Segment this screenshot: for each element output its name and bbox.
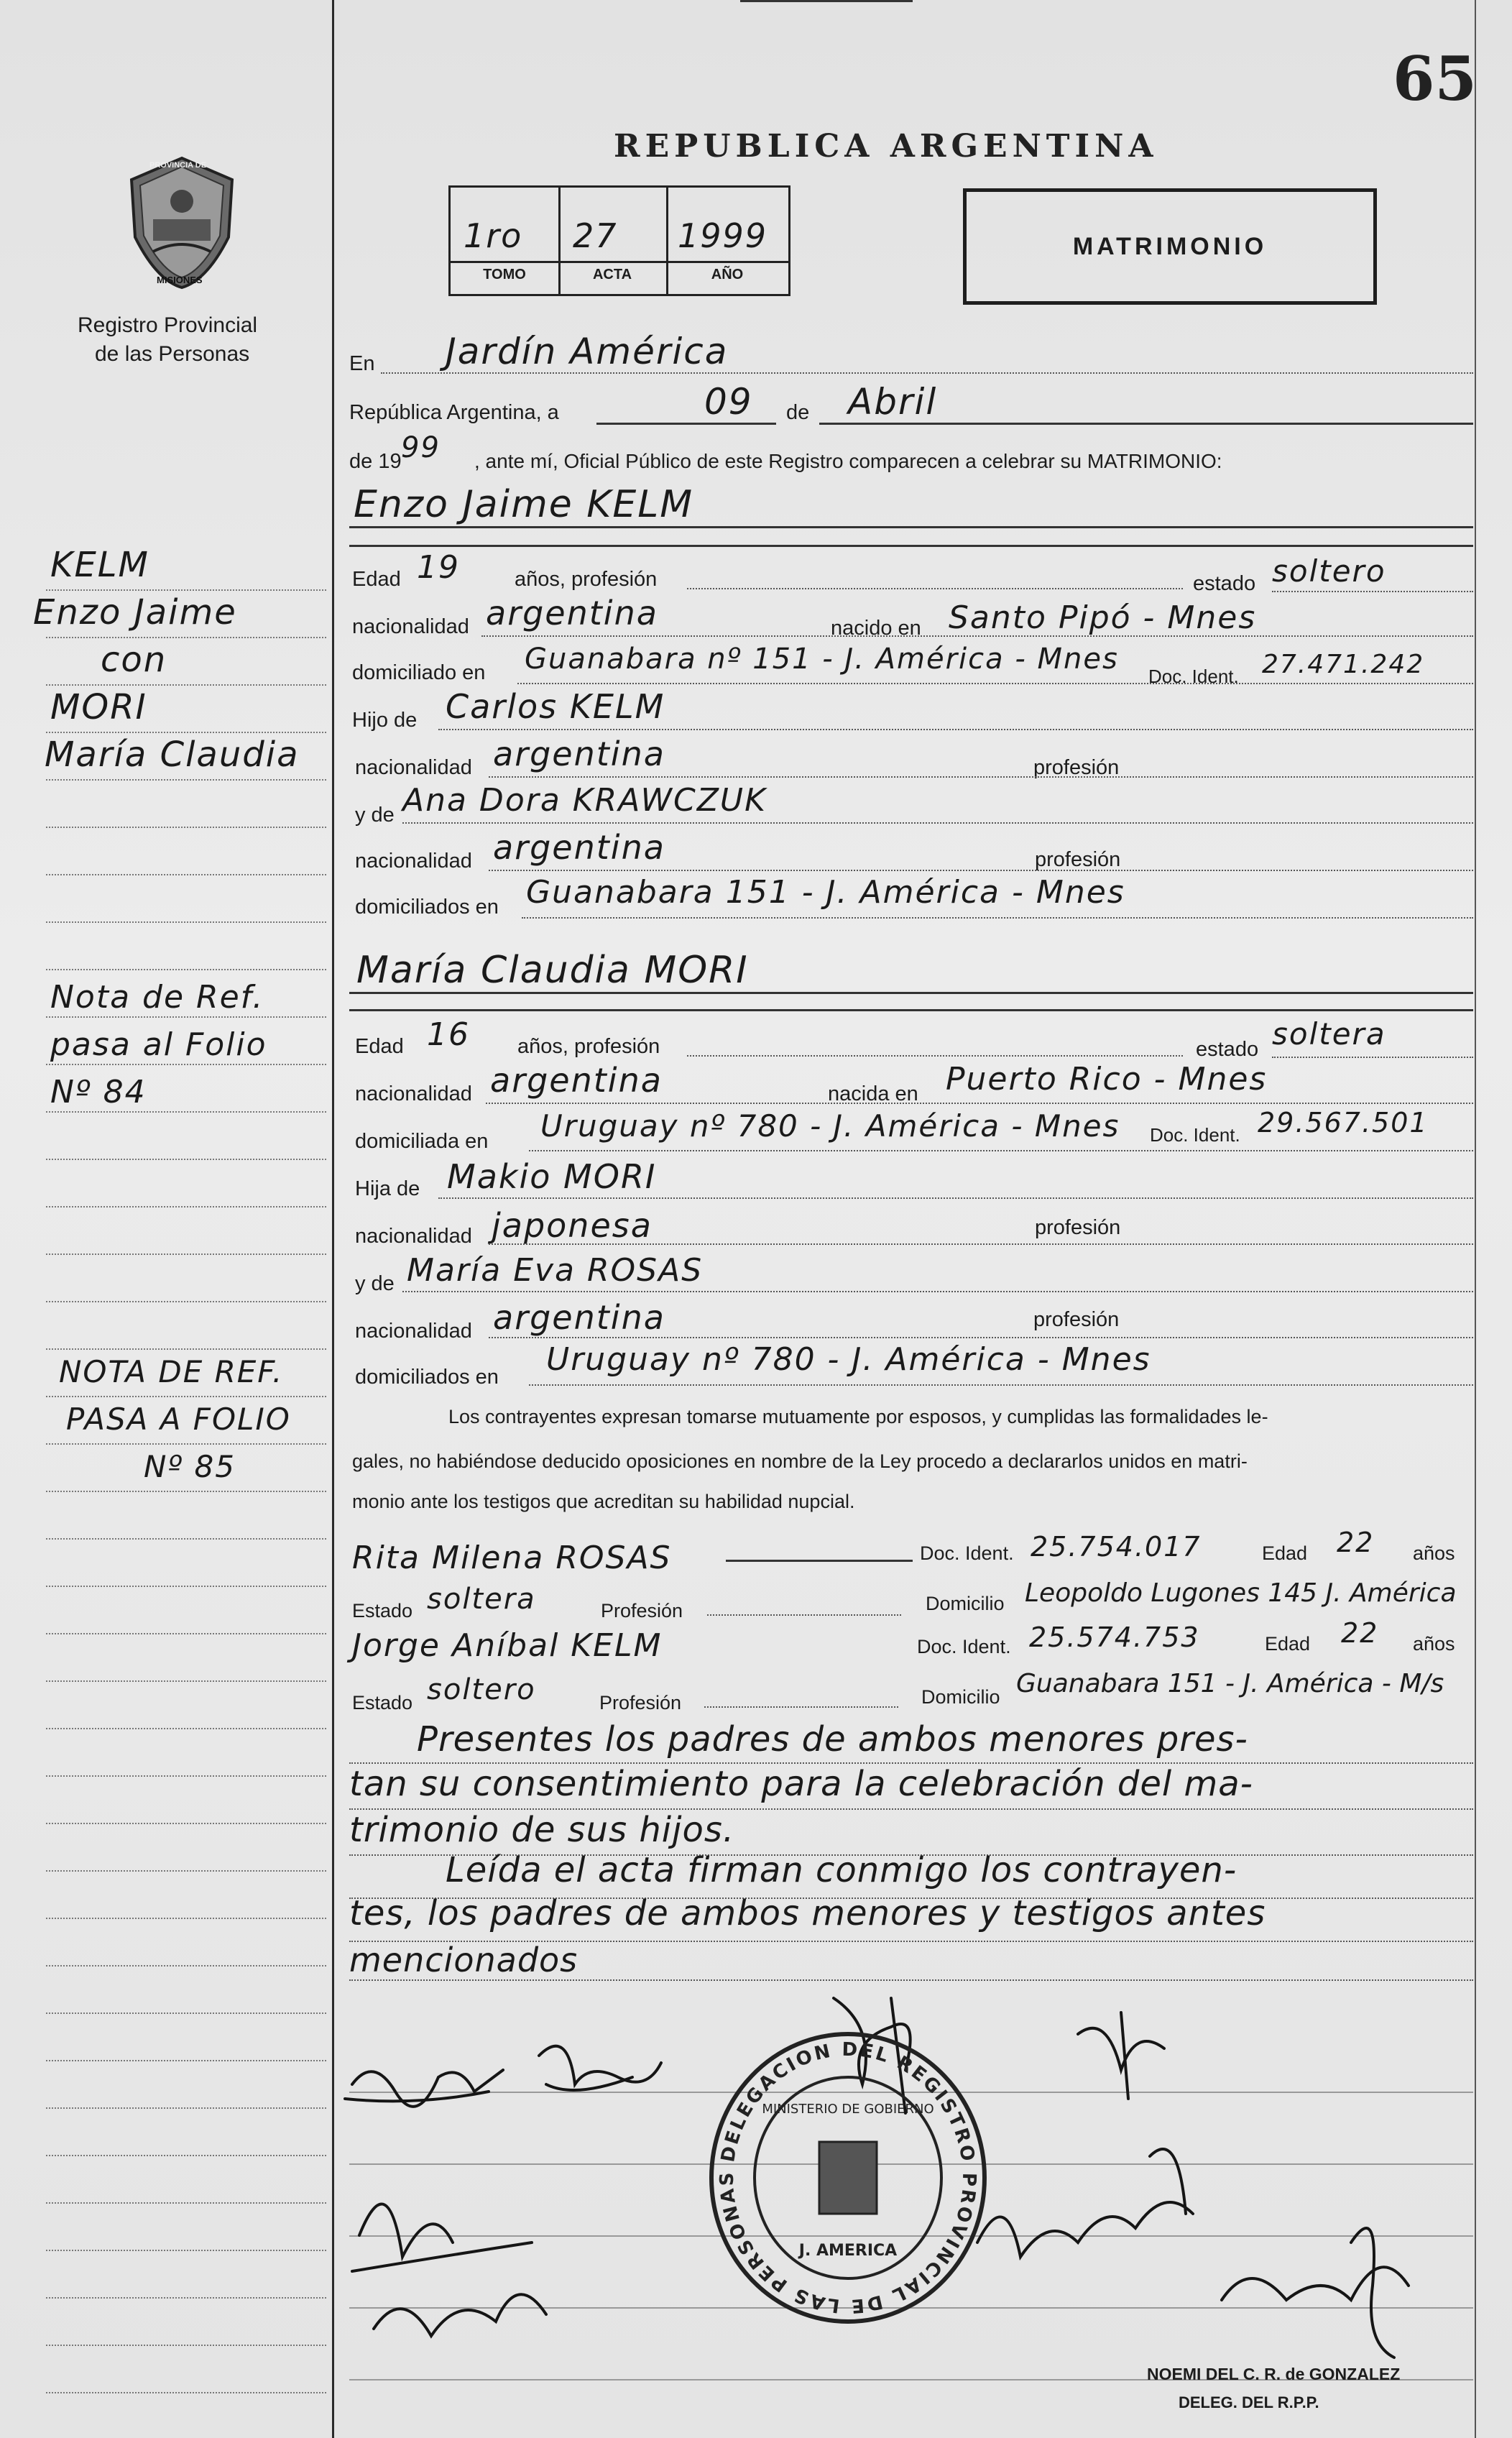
- margin-ruled-line: [46, 2155, 326, 2156]
- witness2-doc: 25.574.753: [1029, 1622, 1200, 1653]
- note-line1: Presentes los padres de ambos menores pres-: [417, 1719, 1248, 1760]
- margin-note1-line2: pasa al Folio: [50, 1026, 267, 1063]
- witness1-estado-label: Estado: [352, 1600, 413, 1622]
- seal-ring-text: DELEGACION DEL REGISTRO PROVINCIAL DE LAS PERSONAS: [716, 2038, 980, 2317]
- bride-mother-prof-label: profesión: [1033, 1308, 1120, 1331]
- bride-mother: María Eva ROSAS: [407, 1252, 704, 1289]
- official-seal: [704, 2027, 992, 2329]
- groom-parents-address: Guanabara 151 - J. América - Mnes: [526, 874, 1125, 911]
- margin-ruled-line: [46, 2012, 326, 2014]
- margin-ruled-line: [46, 1633, 326, 1634]
- margin-ruled-line: [46, 1016, 326, 1018]
- margin-ruled-line: [46, 2250, 326, 2251]
- margin-ruled-line: [46, 1348, 326, 1350]
- witness1-doc-label: Doc. Ident.: [920, 1542, 1014, 1564]
- witness2-edad-label: Edad: [1265, 1633, 1311, 1655]
- witness1-anos-label: años: [1413, 1542, 1455, 1564]
- witness1-estado: soltera: [427, 1583, 536, 1616]
- groom-mother-nac-label: nacionalidad: [355, 850, 472, 873]
- margin-ruled-line: [46, 2392, 326, 2393]
- seal-inner-text: MINISTERIO DE GOBIERNO: [762, 2102, 934, 2117]
- note-line4: Leída el acta firman conmigo los contrayen-: [446, 1850, 1237, 1890]
- witness2-estado-label: Estado: [352, 1692, 413, 1714]
- republic-label: República Argentina, a: [349, 401, 559, 424]
- day-value: 09: [704, 381, 753, 423]
- record-box: [448, 185, 790, 296]
- margin-ruled-line: [46, 1680, 326, 1682]
- witness1-domicilio-label: Domicilio: [926, 1593, 1005, 1614]
- margin-ruled-line: [46, 589, 326, 591]
- margin-ruled-line: [46, 1823, 326, 1824]
- groom-y-de-label: y de: [355, 804, 395, 827]
- bride-address: Uruguay nº 780 - J. América - Mnes: [540, 1108, 1120, 1144]
- declaration-line2: gales, no habiéndose deducido oposiciones en nombre de la Ley procedo a declararlos unidos en matri-: [352, 1450, 1248, 1472]
- groom-anos-profesion-label: años, profesión: [515, 568, 658, 591]
- margin-ruled-line: [46, 1254, 326, 1255]
- groom-mother: Ana Dora KRAWCZUK: [402, 782, 767, 819]
- witness2-domicilio: Guanabara 151 - J. América - M/s: [1016, 1669, 1444, 1698]
- groom-age: 19: [417, 549, 460, 586]
- bride-age: 16: [427, 1016, 470, 1053]
- margin-name2: María Claudia: [45, 735, 300, 775]
- bride-father-nac: japonesa: [492, 1206, 653, 1245]
- groom-estado-label: estado: [1193, 572, 1256, 595]
- ano-value: 1999: [678, 216, 768, 255]
- en-label: En: [349, 352, 375, 375]
- margin-note2-line3: Nº 85: [144, 1449, 236, 1484]
- tomo-label: TOMO: [483, 267, 526, 282]
- margin-name1: Enzo Jaime: [33, 592, 237, 632]
- bride-father-prof-label: profesión: [1035, 1216, 1121, 1239]
- margin-ruled-line: [46, 732, 326, 733]
- bride-anos-profesion-label: años, profesión: [517, 1035, 660, 1058]
- margin-surname1: KELM: [50, 545, 149, 585]
- tomo-value: 1ro: [464, 216, 523, 255]
- margin-surname2: MORI: [50, 687, 147, 727]
- bride-doc-label: Doc. Ident.: [1150, 1124, 1240, 1146]
- groom-nacido-label: nacido en: [831, 617, 921, 640]
- margin-ruled-line: [46, 1206, 326, 1208]
- margin-ruled-line: [46, 779, 326, 781]
- margin-ruled-line: [46, 2060, 326, 2061]
- margin-ruled-line: [46, 1159, 326, 1160]
- witness2-anos-label: años: [1413, 1633, 1455, 1655]
- margin-ruled-line: [46, 1965, 326, 1966]
- groom-mother-nac: argentina: [493, 828, 665, 867]
- margin-ruled-line: [46, 1775, 326, 1777]
- official-stamp-title: DELEG. DEL R.P.P.: [1179, 2393, 1319, 2411]
- bride-parents-address: Uruguay nº 780 - J. América - Mnes: [546, 1341, 1151, 1378]
- groom-address: Guanabara nº 151 - J. América - Mnes: [525, 643, 1119, 676]
- witness1-profesion-label: Profesión: [601, 1600, 683, 1622]
- intro-text: , ante mí, Oficial Público de este Registro comparecen a celebrar su MATRIMONIO:: [474, 450, 1222, 472]
- margin-ruled-line: [46, 637, 326, 638]
- note-line6: mencionados: [349, 1941, 578, 1979]
- witness1-age: 22: [1337, 1527, 1375, 1558]
- margin-ruled-line: [46, 2345, 326, 2346]
- act-type-label: MATRIMONIO: [1072, 232, 1268, 260]
- margin-ruled-line: [46, 2297, 326, 2299]
- margin-ruled-line: [46, 2107, 326, 2109]
- groom-domiciliado-label: domiciliado en: [352, 661, 486, 684]
- margin-note2-line2: PASA A FOLIO: [66, 1402, 291, 1437]
- page-number: 65: [1393, 43, 1477, 114]
- bride-doc: 29.567.501: [1258, 1107, 1429, 1138]
- groom-doc: 27.471.242: [1262, 650, 1425, 679]
- margin-ruled-line: [46, 969, 326, 970]
- groom-father-nac: argentina: [493, 735, 665, 773]
- margin-ruled-line: [46, 1728, 326, 1729]
- year-prefix: de 19: [349, 450, 402, 473]
- bride-father: Makio MORI: [447, 1157, 657, 1196]
- groom-estado: soltero: [1272, 553, 1386, 589]
- groom-hijo-label: Hijo de: [352, 709, 418, 732]
- groom-father-nac-label: nacionalidad: [355, 756, 472, 779]
- ano-label: AÑO: [711, 267, 744, 282]
- margin-note1-line3: Nº 84: [50, 1074, 147, 1110]
- margin-ruled-line: [46, 874, 326, 875]
- witness1-edad-label: Edad: [1262, 1542, 1308, 1564]
- bride-nacida-label: nacida en: [828, 1082, 918, 1105]
- witness1-doc: 25.754.017: [1031, 1531, 1202, 1563]
- margin-ruled-line: [46, 1918, 326, 1919]
- groom-father: Carlos KELM: [446, 687, 665, 726]
- place-value: Jardín América: [446, 331, 729, 372]
- margin-ruled-line: [46, 1870, 326, 1872]
- note-line3: trimonio de sus hijos.: [349, 1810, 735, 1850]
- bride-estado: soltera: [1272, 1016, 1386, 1052]
- margin-ruled-line: [46, 1064, 326, 1065]
- groom-doc-label: Doc. Ident.: [1148, 666, 1239, 687]
- witness1-domicilio: Leopoldo Lugones 145 J. América: [1025, 1578, 1457, 1608]
- margin-ruled-line: [46, 1111, 326, 1113]
- groom-father-prof-label: profesión: [1033, 756, 1120, 779]
- bride-domiciliados-label: domiciliados en: [355, 1366, 499, 1389]
- bride-domiciliada-label: domiciliada en: [355, 1130, 489, 1153]
- acta-label: ACTA: [592, 267, 632, 282]
- bride-birthplace: Puerto Rico - Mnes: [946, 1061, 1268, 1098]
- margin-ruled-line: [46, 1586, 326, 1587]
- bride-mother-nac-label: nacionalidad: [355, 1320, 472, 1343]
- witness2-name: Jorge Aníbal KELM: [352, 1627, 663, 1664]
- registry-name-line1: Registro Provincial: [78, 313, 258, 337]
- margin-ruled-line: [46, 1301, 326, 1302]
- bride-estado-label: estado: [1196, 1038, 1259, 1061]
- witness2-estado: soltero: [427, 1673, 536, 1706]
- groom-birthplace: Santo Pipó - Mnes: [949, 599, 1257, 636]
- groom-nacionalidad-label: nacionalidad: [352, 615, 469, 638]
- margin-ruled-line: [46, 1396, 326, 1397]
- seal-center-text: J. AMERICA: [798, 2242, 898, 2260]
- groom-domiciliados-label: domiciliados en: [355, 896, 499, 919]
- margin-note2-line1: NOTA DE REF.: [59, 1354, 284, 1389]
- official-stamp-name: NOEMI DEL C. R. de GONZALEZ: [1147, 2365, 1401, 2383]
- witness2-age: 22: [1341, 1617, 1379, 1649]
- de-label: de: [786, 401, 810, 424]
- bride-y-de-label: y de: [355, 1272, 395, 1295]
- groom-full-name: Enzo Jaime KELM: [354, 483, 694, 526]
- emblem-bottom-text: MISIONES: [157, 275, 203, 285]
- margin-ruled-line: [46, 2202, 326, 2204]
- bride-full-name: María Claudia MORI: [356, 949, 749, 992]
- bride-nacionalidad: argentina: [490, 1061, 663, 1100]
- groom-nacionalidad: argentina: [486, 594, 658, 632]
- year-suffix: 99: [401, 431, 441, 464]
- declaration-line3: monio ante los testigos que acreditan su habilidad nupcial.: [352, 1491, 855, 1512]
- acta-value: 27: [573, 216, 618, 255]
- margin-con: con: [101, 640, 167, 680]
- emblem-top-text: PROVINCIA DE: [149, 161, 207, 170]
- bride-nacionalidad-label: nacionalidad: [355, 1082, 472, 1105]
- province-emblem-icon: [121, 151, 243, 295]
- witness2-profesion-label: Profesión: [599, 1692, 682, 1714]
- bride-hija-label: Hija de: [355, 1177, 420, 1200]
- groom-mother-prof-label: profesión: [1035, 848, 1121, 871]
- note-line2: tan su consentimiento para la celebración del ma-: [349, 1764, 1253, 1804]
- margin-ruled-line: [46, 1491, 326, 1492]
- margin-ruled-line: [46, 1443, 326, 1445]
- margin-ruled-line: [46, 921, 326, 923]
- witness1-name: Rita Milena ROSAS: [352, 1540, 672, 1576]
- note-line5: tes, los padres de ambos menores y testigos antes: [349, 1893, 1266, 1933]
- witness2-doc-label: Doc. Ident.: [917, 1636, 1011, 1657]
- country-title: REPUBLICA ARGENTINA: [614, 128, 1158, 165]
- bride-mother-nac: argentina: [493, 1298, 665, 1337]
- groom-edad-label: Edad: [352, 568, 401, 591]
- witness2-domicilio-label: Domicilio: [921, 1686, 1000, 1708]
- declaration-line1: Los contrayentes expresan tomarse mutuamente por esposos, y cumplidas las formalidades le-: [448, 1406, 1268, 1427]
- registry-name-line2: de las Personas: [95, 342, 250, 366]
- act-type-box: [963, 188, 1377, 305]
- bride-father-nac-label: nacionalidad: [355, 1225, 472, 1248]
- margin-ruled-line: [46, 827, 326, 828]
- margin-note1-line1: Nota de Ref.: [50, 979, 264, 1016]
- bride-edad-label: Edad: [355, 1035, 404, 1058]
- month-value: Abril: [848, 381, 938, 423]
- margin-ruled-line: [46, 684, 326, 686]
- margin-ruled-line: [46, 1538, 326, 1540]
